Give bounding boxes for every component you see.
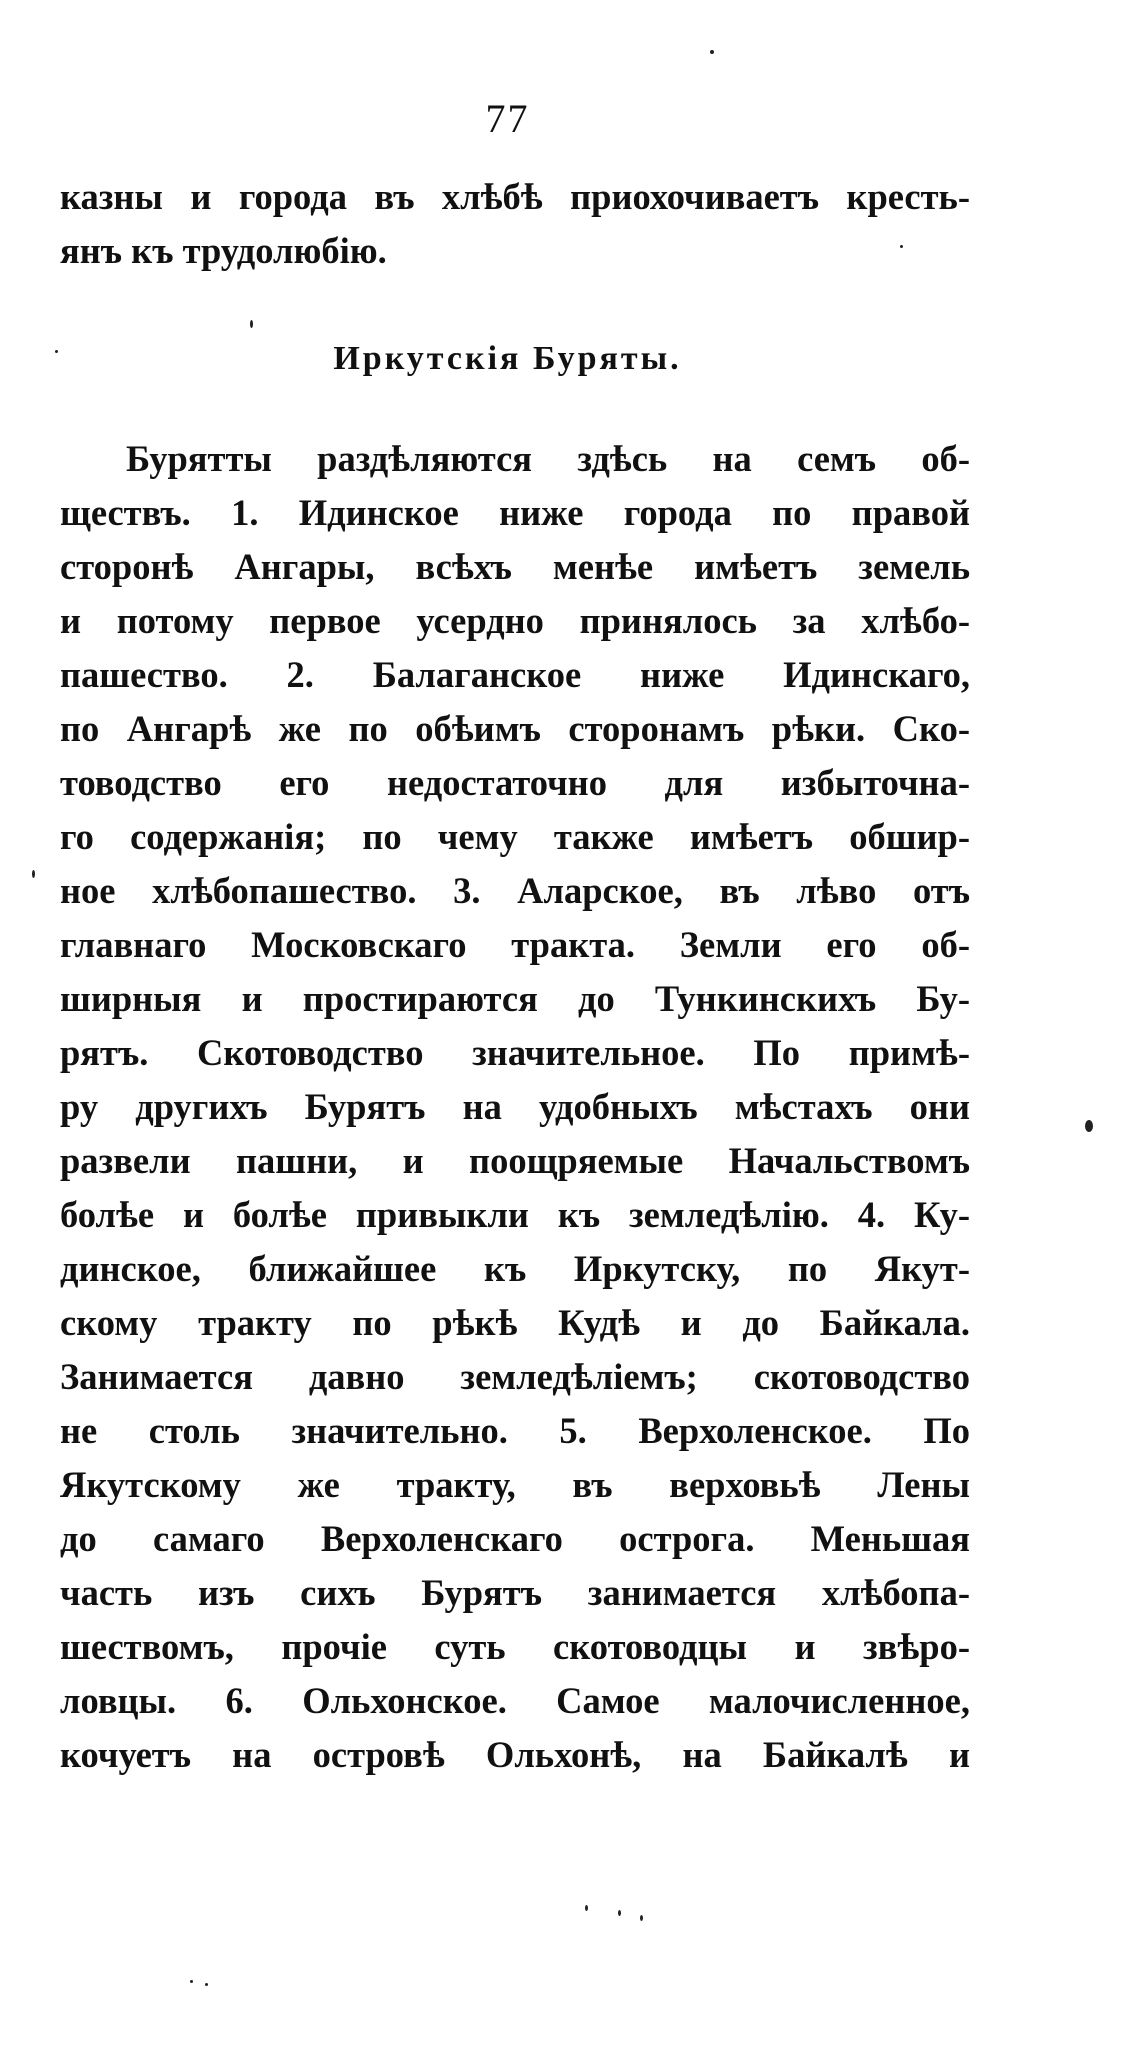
scan-speck bbox=[190, 1980, 193, 1983]
text-line: го содержанія; по чему также имѣетъ обшир- bbox=[60, 816, 970, 857]
text-line: Занимается давно земледѣліемъ; скотоводство bbox=[60, 1356, 970, 1397]
text-line: скому тракту по рѣкѣ Кудѣ и до Байкала. bbox=[60, 1302, 970, 1343]
scan-speck bbox=[900, 245, 903, 248]
text-line: часть изъ сихъ Бурятъ занимается хлѣбопа- bbox=[60, 1572, 970, 1613]
text-line: кочуетъ на островѣ Ольхонѣ, на Байкалѣ и bbox=[60, 1734, 970, 1775]
scan-speck bbox=[585, 1905, 588, 1911]
text-line: динское, ближайшее къ Иркутску, по Якут- bbox=[60, 1248, 970, 1289]
text-line: и потому первое усердно принялось за хлѣбо- bbox=[60, 600, 970, 641]
text-line: Якутскому же тракту, въ верховьѣ Лены bbox=[60, 1464, 970, 1505]
scan-speck bbox=[55, 350, 58, 353]
scan-speck bbox=[618, 1910, 621, 1916]
text-line: главнаго Московскаго тракта. Земли его об- bbox=[60, 924, 970, 965]
text-line: болѣе и болѣе привыкли къ земледѣлію. 4. Ку- bbox=[60, 1194, 970, 1235]
text-line: пашество. 2. Балаганское ниже Идинскаго, bbox=[60, 654, 970, 695]
section-heading: Иркутскія Буряты. bbox=[333, 340, 682, 377]
scan-speck bbox=[640, 1915, 643, 1921]
text-line: рятъ. Скотоводство значительное. По примѣ- bbox=[60, 1032, 970, 1073]
paragraph bbox=[60, 432, 970, 1782]
text-line: шествомъ, прочіе суть скотоводцы и звѣро- bbox=[60, 1626, 970, 1667]
text-line: до самаго Верхоленскаго острога. Меньшая bbox=[60, 1518, 970, 1559]
text-line: ру другихъ Бурятъ на удобныхъ мѣстахъ они bbox=[60, 1086, 970, 1127]
text-line: ное хлѣбопашество. 3. Аларское, въ лѣво отъ bbox=[60, 870, 970, 911]
text-line: товодство его недостаточно для избыточна- bbox=[60, 762, 970, 803]
continuation-text bbox=[60, 170, 970, 278]
scan-speck bbox=[250, 320, 253, 328]
scan-speck bbox=[205, 1983, 208, 1986]
text-line: казны и города въ хлѣбѣ приохочиваетъ кресть- bbox=[60, 176, 970, 217]
text-line: не столь значительно. 5. Верхоленское. По bbox=[60, 1410, 970, 1451]
scan-speck bbox=[32, 870, 35, 878]
text-line: развели пашни, и поощряемые Начальствомъ bbox=[60, 1140, 970, 1181]
text-line: Бурятты раздѣляются здѣсь на семъ об- bbox=[126, 438, 970, 479]
text-line: янъ къ трудолюбію. bbox=[60, 230, 387, 271]
scan-speck bbox=[1085, 1120, 1093, 1132]
text-line: по Ангарѣ же по обѣимъ сторонамъ рѣки. Ско- bbox=[60, 708, 970, 749]
page-number: 77 bbox=[485, 96, 530, 141]
text-line: ловцы. 6. Ольхонское. Самое малочисленное, bbox=[60, 1680, 970, 1721]
scan-speck bbox=[710, 50, 714, 54]
text-line: сторонѣ Ангары, всѣхъ менѣе имѣетъ земель bbox=[60, 546, 970, 587]
text-line: ществъ. 1. Идинское ниже города по правой bbox=[60, 492, 970, 533]
text-line: ширныя и простираются до Тункинскихъ Бу- bbox=[60, 978, 970, 1019]
